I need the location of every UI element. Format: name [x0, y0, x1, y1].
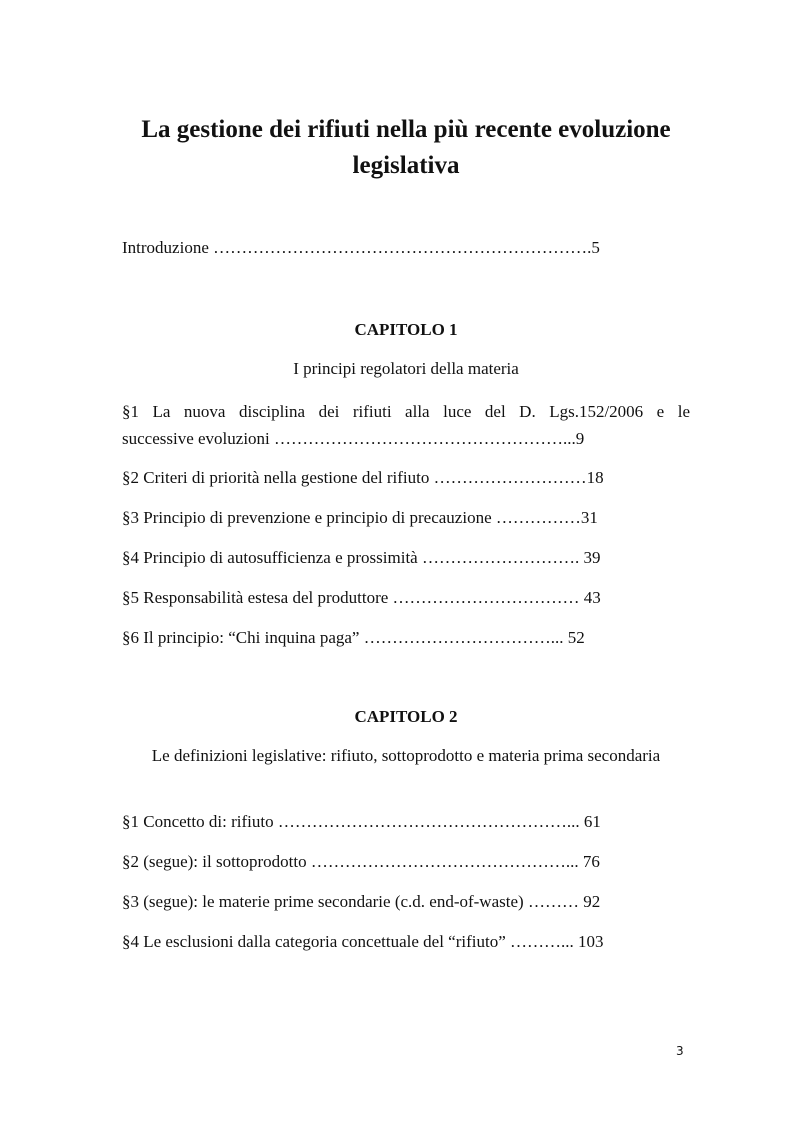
toc-entry-1-4	[122, 546, 690, 570]
toc-leader-dots: ………………………………………...	[310, 852, 579, 871]
toc-entry-2-1	[122, 810, 690, 834]
toc-entry-text: §4 Principio di autosufficienza e prossimità	[122, 548, 418, 567]
document-title: La gestione dei rifiuti nella più recente evoluzione legislativa	[141, 116, 671, 179]
toc-entry-1-6	[122, 626, 690, 650]
toc-leader-dots: ……………………………...	[363, 628, 564, 647]
toc-entry-text: §1 Concetto di: rifiuto	[122, 812, 274, 831]
toc-page-number: 39	[583, 548, 601, 567]
toc-entry-1-1	[122, 398, 690, 452]
toc-page-number: 9	[575, 429, 585, 448]
toc-entry-text: §1 La nuova disciplina dei rifiuti alla luce del D. Lgs.152/2006 e le	[122, 402, 690, 421]
toc-entry-text: §2 (segue): il sottoprodotto	[122, 852, 307, 871]
toc-page-number: 103	[578, 932, 604, 951]
toc-leader-dots: ……………	[495, 508, 581, 527]
toc-entry-text: §3 Principio di prevenzione e principio di precauzione	[122, 508, 492, 527]
toc-entry-text: §6 Il principio: “Chi inquina paga”	[122, 628, 360, 647]
toc-leader-dots: ……………………………	[392, 588, 580, 607]
chapter-2-heading: CAPITOLO 2	[354, 707, 458, 726]
toc-page-number: 52	[567, 628, 585, 647]
toc-page-number: 61	[583, 812, 601, 831]
toc-page-number: 5	[591, 238, 600, 257]
toc-entry-text: successive evoluzioni	[122, 429, 270, 448]
toc-leader-dots: ……………………………………………...	[277, 812, 580, 831]
page-number: 3	[676, 1044, 684, 1058]
toc-entry-continuation	[122, 425, 690, 452]
toc-leader-dots: ………………………………………………………….	[213, 238, 592, 257]
toc-page-number: 43	[583, 588, 601, 607]
toc-leader-dots: ……………………….	[421, 548, 580, 567]
toc-entry-text: §2 Criteri di priorità nella gestione del rifiuto	[122, 468, 430, 487]
toc-entry-1-3	[122, 506, 690, 530]
toc-leader-dots: ………	[527, 892, 579, 911]
toc-page-number: 31	[580, 508, 598, 527]
toc-entry-introduction	[122, 236, 690, 260]
toc-leader-dots: ………...	[510, 932, 574, 951]
toc-entry-text: §5 Responsabilità estesa del produttore	[122, 588, 389, 607]
chapter-1-heading: CAPITOLO 1	[354, 320, 458, 339]
toc-page-number: 18	[586, 468, 604, 487]
toc-entry-text: Introduzione	[122, 238, 209, 257]
chapter-2-subtitle: Le definizioni legislative: rifiuto, sottoprodotto e materia prima secondaria	[151, 746, 661, 765]
toc-entry-text: §4 Le esclusioni dalla categoria concettuale del “rifiuto”	[122, 932, 506, 951]
chapter-1-subtitle: I principi regolatori della materia	[293, 359, 519, 378]
toc-entry-1-5	[122, 586, 690, 610]
toc-page-number: 76	[582, 852, 600, 871]
toc-entry-2-4	[122, 930, 690, 954]
toc-page-number: 92	[583, 892, 601, 911]
toc-leader-dots: ……………………………………………...	[274, 429, 576, 448]
toc-entry-1-2	[122, 466, 690, 490]
toc-leader-dots: ………………………	[433, 468, 587, 487]
toc-entry-2-2	[122, 850, 690, 874]
toc-entry-2-3	[122, 890, 690, 914]
toc-entry-text: §3 (segue): le materie prime secondarie (c.d. end-of-waste)	[122, 892, 524, 911]
